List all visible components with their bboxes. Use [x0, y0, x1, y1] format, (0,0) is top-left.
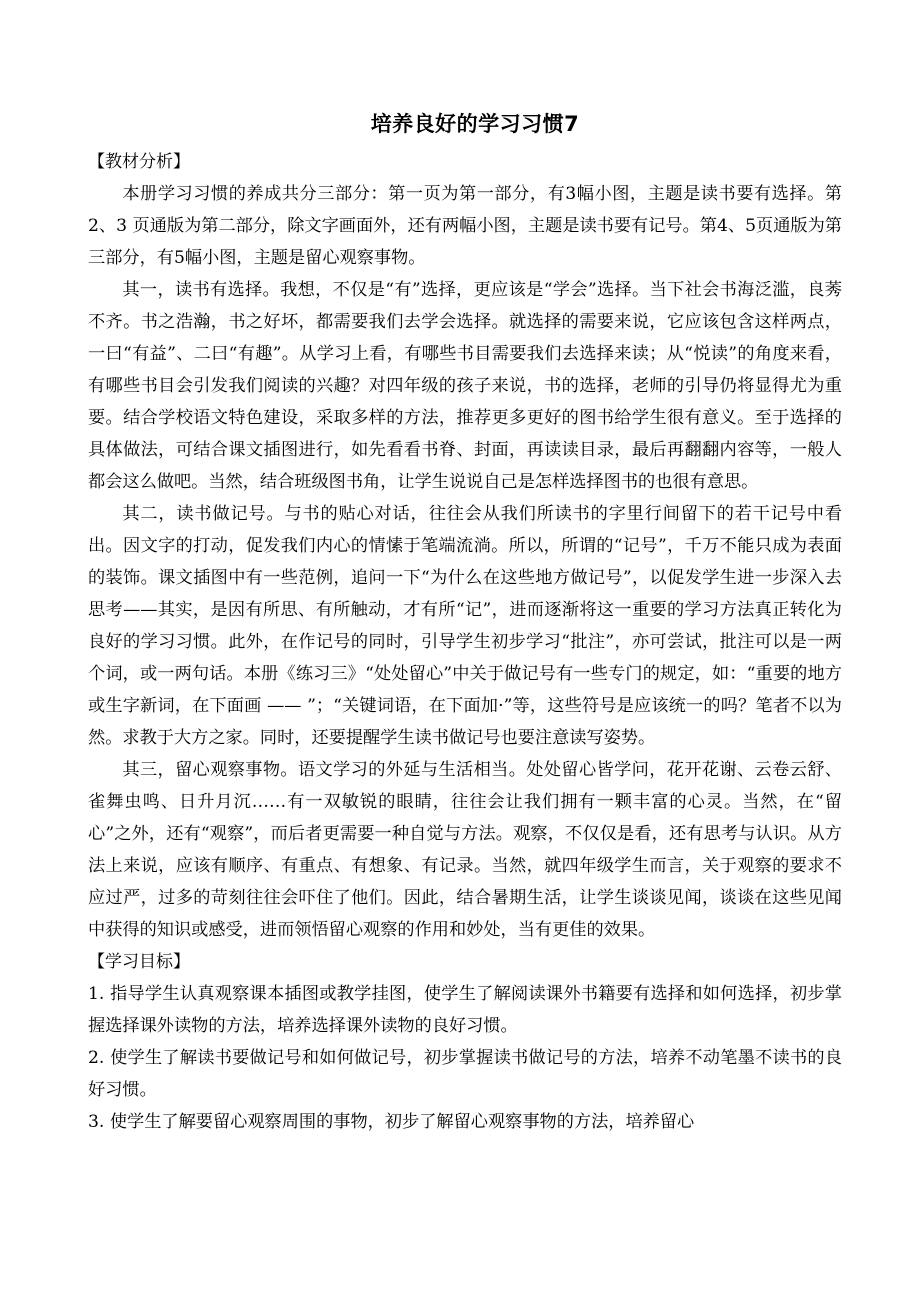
analysis-paragraph-marking: 其二，读书做记号。与书的贴心对话，往往会从我们所读书的字里行间留下的若干记号中看出。因文字的打动，促发我们内心的情愫于笔端流淌。所以，所谓的“记号”，千万不能只成为表面的装饰。课文插图中有一些范例，追问一下“为什么在这些地方做记号”，以促发学生进一步深入去思考——其实，是因有所思、有所触动，才有所“记”，进而逐渐将这一重要的学习方法真正转化为良好的学习习惯。此外，在作记号的同时，引导学生初步学习“批注”，亦可尝试，批注可以是一两个词，或一两句话。本册《练习三》“处处留心”中关于做记号有一些专门的规定，如：“重要的地方或生字新词，在下面画 —— ”；“关键词语，在下面加·”等，这些符号是应该统一的吗？笔者不以为然。求教于大方之家。同时，还要提醒学生读书做记号也要注意读写姿势。 [88, 504, 842, 748]
document-title: 培养良好的学习习惯7 [370, 112, 580, 136]
analysis-paragraph-reading-choice: 其一，读书有选择。我想，不仅是“有”选择，更应该是“学会”选择。当下社会书海泛滥，良莠不齐。书之浩瀚，书之好坏，都需要我们去学会选择。就选择的需要来说，它应该包含这样两点，一曰“有益”、二曰“有趣”。从学习上看，有哪些书目需要我们去选择来读；从“悦读”的角度来看，有哪些书目会引发我们阅读的兴趣？对四年级的孩子来说，书的选择，老师的引导仍将显得尤为重要。结合学校语文特色建设，采取多样的方法，推荐更多更好的图书给学生很有意义。至于选择的具体做法，可结合课文插图进行，如先看看书脊、封面，再读读目录，最后再翻翻内容等，一般人都会这么做吧。当然，结合班级图书角，让学生说说自己是怎样选择图书的也很有意思。 [88, 280, 842, 492]
analysis-paragraph-overview: 本册学习习惯的养成共分三部分：第一页为第一部分，有3幅小图，主题是读书要有选择。第2、3 页通版为第二部分，除文字画面外，还有两幅小图，主题是读书要有记号。第4、5页通版为第三部分，有5幅小图，主题是留心观察事物。 [88, 184, 842, 268]
goal-item-1: 1. 指导学生认真观察课本插图或教学挂图，使学生了解阅读课外书籍要有选择和如何选择，初步掌握选择课外读物的方法，培养选择课外读物的良好习惯。 [88, 984, 842, 1036]
section-heading-goals: 【学习目标】 [88, 952, 190, 972]
analysis-paragraph-observation: 其三，留心观察事物。语文学习的外延与生活相当。处处留心皆学问，花开花谢、云卷云舒、雀舞虫鸣、日升月沉……有一双敏锐的眼睛，往往会让我们拥有一颗丰富的心灵。当然，在“留心”之外，还有“观察”，而后者更需要一种自觉与方法。观察，不仅仅是看，还有思考与认识。从方法上来说，应该有顺序、有重点、有想象、有记录。当然，就四年级学生而言，关于观察的要求不应过严，过多的苛刻往往会吓住了他们。因此，结合暑期生活，让学生谈谈见闻，谈谈在这些见闻中获得的知识或感受，进而领悟留心观察的作用和妙处，当有更佳的效果。 [88, 760, 842, 940]
document-page [88, 108, 842, 1138]
section-heading-analysis: 【教材分析】 [88, 152, 190, 172]
goal-item-3: 3. 使学生了解要留心观察周围的事物，初步了解留心观察事物的方法，培养留心 [88, 1112, 695, 1132]
goal-item-2: 2. 使学生了解读书要做记号和如何做记号，初步掌握读书做记号的方法，培养不动笔墨不读书的良好习惯。 [88, 1048, 842, 1100]
